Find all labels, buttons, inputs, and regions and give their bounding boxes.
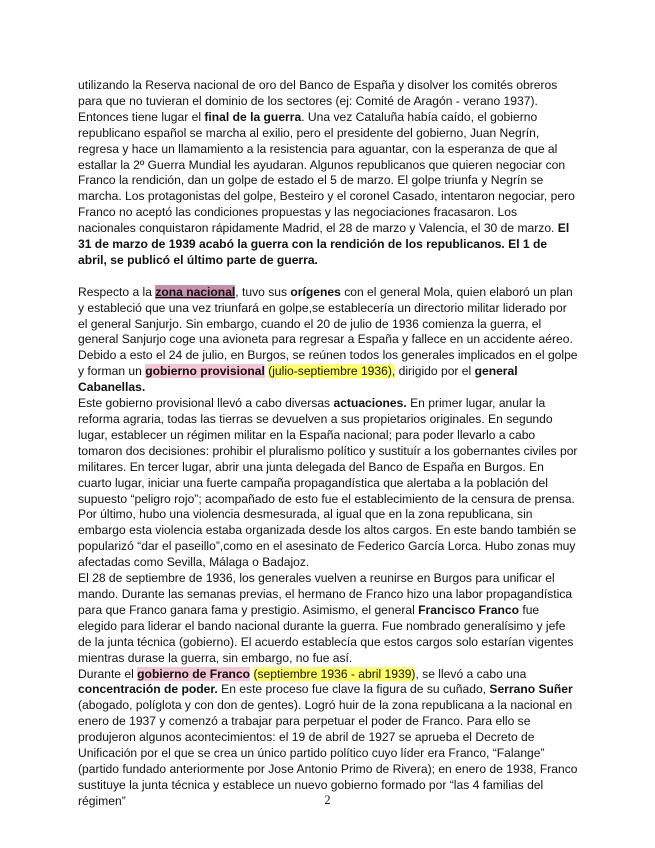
- text-run: . Una vez Cataluña había caído, el gobierno republicano español se marcha al exilio, pero el presidente del gobierno, Juan Negrín, regresa y hace un llamamiento a la resistencia para aguantar, con la esperanza de que al estallar la 2º Guerra Mundial les ayudaran. Algunos republicanos que quieren negociar con Franco la rendición, dan un golpe de estado el 5 de marzo. El golpe triunfa y Negrín se marcha. Los protagonistas del golpe, Besteiro y el coronel Casado, intentaron negociar, pero Franco no aceptó las condiciones propuestas y las negociaciones fracasaron. Los nacionales conquistaron rápidamente Madrid, el 28 de marzo y Valencia, el 30 de marzo.: [78, 109, 575, 236]
- paragraph-p1: [78, 78, 578, 110]
- bold-text: El 31 de marzo de 1939 acabó la guerra con la rendición de los republicanos. El 1 de abril, se publicó el último parte de guerra.: [78, 221, 570, 267]
- bold-text: concentración de poder.: [78, 682, 218, 697]
- text-run: (abogado, políglota y con don de gentes). Logró huir de la zona republicana a la nacional en enero de 1937 y comenzó a trabajar para perpetuar el poder de Franco. Para ello se produjeron algunos acontecimientos: el 19 de abril de 1927 se aprueba el Decreto de Unificación por el que se crea un único partido político cuyo líder era Franco, “Falange” (partido fundado anteriormente por Jose Antonio Primo de Rivera); en enero de 1938, Franco sustituye la junta técnica y establece un nuevo gobierno formado por “las 4 familias del régimen”: [78, 698, 578, 808]
- page-number: 2: [324, 793, 331, 807]
- highlighted-bold-text: zona nacional: [155, 284, 236, 299]
- paragraph-p6: [78, 667, 578, 810]
- paragraph-p4: [78, 396, 578, 571]
- highlighted-bold-text: gobierno provisional: [145, 364, 265, 379]
- text-run: , tuvo sus: [235, 284, 291, 299]
- bold-text: actuaciones.: [333, 396, 407, 411]
- text-run: utilizando la Reserva nacional de oro del Banco de España y disolver los comités obreros para que no tuvieran el dominio de los sectores (ej: Comité de Aragón - verano 1937).: [78, 78, 558, 108]
- text-run: Entonces tiene lugar el: [78, 109, 205, 124]
- paragraph-gap: [78, 269, 578, 285]
- highlighted-bold-text: gobierno de Franco: [137, 666, 251, 681]
- paragraph-p3: [78, 285, 578, 396]
- text-run: El 28 de septiembre de 1936, los generales vuelven a reunirse en Burgos para unificar el mando. Durante las semanas previas, el hermano de Franco hizo una labor propagandística para que Franco ganara fama y prestigio. Asimismo, el general: [78, 571, 573, 617]
- text-run: Respecto a la: [78, 284, 156, 299]
- bold-text: Serrano Suñer: [489, 682, 573, 697]
- text-run: En este proceso fue clave la figura de su cuñado,: [217, 682, 490, 697]
- bold-text: general Cabanellas.: [78, 364, 518, 395]
- bold-text: Francisco Franco: [418, 602, 519, 617]
- text-run: En primer lugar, anular la reforma agraria, todas las tierras se devuelven a sus propietarios originales. En segundo lugar, establecer un régimen militar en la España nacional; para poder llevarlo a cabo tomaron dos decisiones: prohibir el pluralismo político y sustituír a los gobernantes civiles por militares. En tercer lugar, abrir una junta delegada del Banco de España en Burgos. En cuarto lugar, iniciar una fuerte campaña propagandística que alertaba a la población del supuesto “peligro rojo”; acompañado de esto fue el establecimiento de la censura de prensa. Por último, hubo una violencia desmesurada, al igual que en la zona republicana, sin embargo esta violencia estaba organizada desde los altos cargos. En este bando también se popularizó “dar el paseillo”,como en el asesinato de Federico García Lorca. Hubo zonas muy afectadas como Sevilla, Málaga o Badajoz.: [78, 396, 578, 570]
- document-body: [78, 78, 578, 810]
- text-run: con el general Mola, quien elaboró un plan y estableció que una vez triunfará en golpe,se establecería un directorio militar liderado por el general Sanjurjo. Sin embargo, cuando el 20 de julio de 1936 comienza la guerra, el general Sanjurjo coge una avioneta para regresar a España y fallece en un accidente aéreo. Debido a esto el 24 de julio, en Burgos, se reúnen todos los generales implicados en el golpe y forman un: [78, 284, 578, 379]
- text-run: fue elegido para liderar el bando nacional durante la guerra. Fue nombrado generalísimo y jefe de la junta técnica (gobierno). El acuerdo establecía que estos cargos solo estarían vigentes mientras durase la guerra, sin embargo, no fue así.: [78, 602, 574, 665]
- text-run: Durante el: [78, 666, 138, 681]
- paragraph-p5: [78, 571, 578, 666]
- bold-text: orígenes: [290, 284, 341, 299]
- bold-text: final de la guerra: [204, 109, 302, 124]
- text-run: dirigido por el: [395, 364, 475, 379]
- paragraph-p2: [78, 110, 578, 269]
- highlighted-text: (julio-septiembre 1936),: [268, 364, 396, 379]
- text-run: Este gobierno provisional llevó a cabo diversas: [78, 396, 334, 411]
- highlighted-text: (septiembre 1936 - abril 1939): [253, 666, 416, 681]
- text-run: , se llevó a cabo una: [415, 666, 527, 681]
